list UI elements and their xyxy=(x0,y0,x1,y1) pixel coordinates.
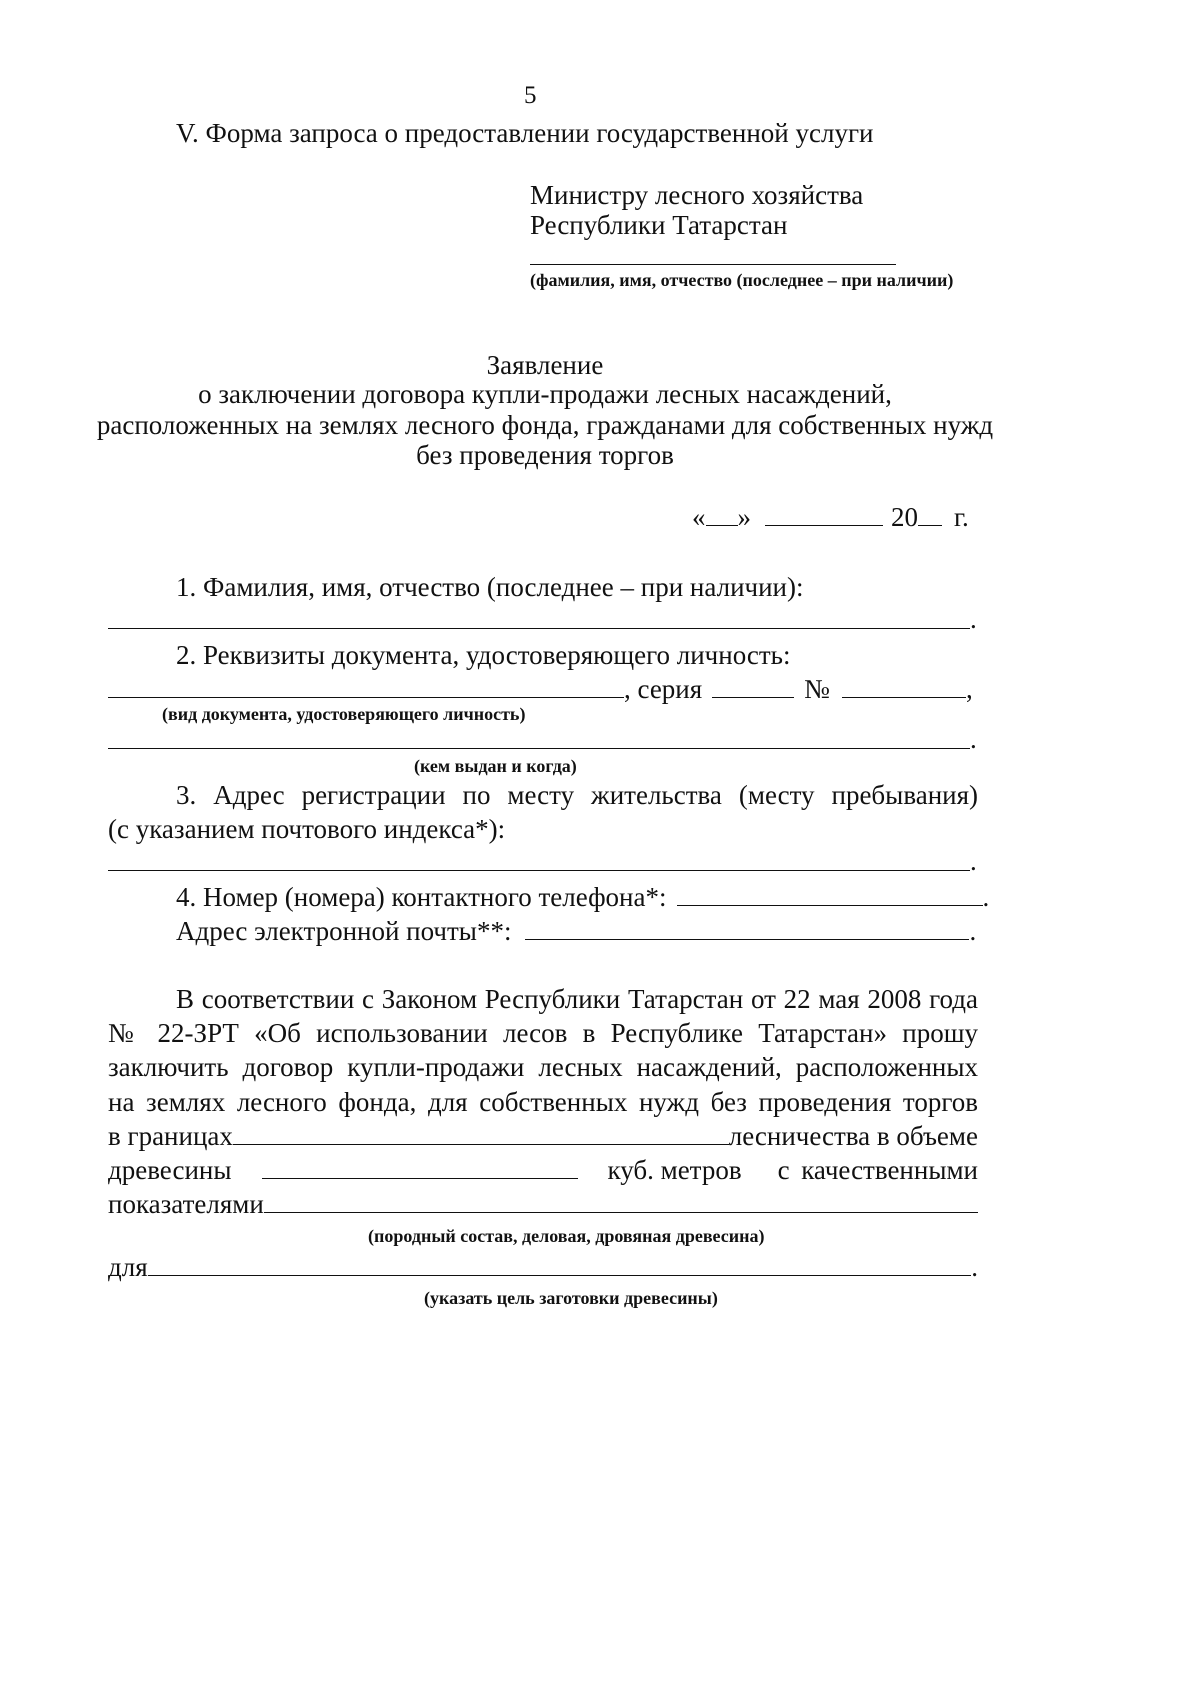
series-label: , серия xyxy=(624,674,703,704)
indicators-field[interactable] xyxy=(264,1211,978,1213)
species-caption: (породный состав, деловая, дровяная древесина) xyxy=(368,1226,765,1246)
item2-end: . xyxy=(970,724,977,754)
forestry-label: лесничества в объеме xyxy=(728,1121,978,1151)
for-label: для xyxy=(108,1252,148,1282)
phone-field[interactable] xyxy=(677,904,983,906)
volume-row xyxy=(108,1155,978,1186)
phone-row xyxy=(176,882,989,913)
section-title: V. Форма запроса о предоставлении государственной услуги xyxy=(176,118,874,148)
issued-by-caption: (кем выдан и когда) xyxy=(414,756,577,776)
item2-label: 2. Реквизиты документа, удостоверяющего личность: xyxy=(176,640,791,670)
purpose-field[interactable] xyxy=(148,1274,972,1276)
document-type-caption: (вид документа, удостоверяющего личность) xyxy=(162,704,526,724)
date-year-prefix: 20 xyxy=(891,502,918,532)
date-year-suffix: г. xyxy=(954,502,969,532)
volume-field[interactable] xyxy=(262,1177,578,1179)
addressee-name-field[interactable] xyxy=(530,264,896,265)
cubic-label: куб. метров xyxy=(607,1155,742,1185)
body-line4: на землях лесного фонда, для собственных нужд без проведения торгов xyxy=(108,1087,978,1117)
item3-label-line2: (с указанием почтового индекса*): xyxy=(108,814,506,844)
addressee-line1: Министру лесного хозяйства xyxy=(530,180,864,210)
statement-subtitle-line1: о заключении договора купли-продажи лесных насаждений, xyxy=(198,379,892,409)
issued-by-field[interactable] xyxy=(108,748,970,749)
with-label: с xyxy=(777,1155,790,1185)
email-end: . xyxy=(969,916,977,946)
full-name-field[interactable] xyxy=(108,628,970,629)
address-field[interactable] xyxy=(108,870,970,871)
statement-title: Заявление xyxy=(486,350,604,380)
wood-label: древесины xyxy=(108,1155,232,1185)
indicators-label: показателями xyxy=(108,1189,264,1219)
email-field[interactable] xyxy=(525,938,969,940)
number-label: № xyxy=(804,674,830,704)
indicators-row xyxy=(108,1189,978,1220)
date-open-quote: « xyxy=(692,502,706,532)
date-month-field[interactable] xyxy=(765,524,883,526)
item2-comma: , xyxy=(965,674,973,704)
date-close-quote: » xyxy=(737,502,751,532)
number-field[interactable] xyxy=(842,696,966,698)
within-label: в границах xyxy=(108,1121,233,1151)
purpose-end: . xyxy=(971,1252,978,1282)
forestry-row xyxy=(108,1121,978,1152)
phone-label: 4. Номер (номера) контактного телефона*: xyxy=(176,882,667,912)
forestry-field[interactable] xyxy=(233,1143,729,1145)
email-label: Адрес электронной почты**: xyxy=(176,916,512,946)
quality-label: качественными xyxy=(801,1155,978,1185)
body-line1: В соответствии с Законом Республики Татарстан от 22 мая 2008 года xyxy=(176,984,978,1014)
date-day-field[interactable] xyxy=(706,524,738,526)
document-type-field[interactable] xyxy=(108,696,624,698)
item3-label-line1: 3. Адрес регистрации по месту жительства (месту пребывания) xyxy=(176,780,978,810)
statement-subtitle-line3: без проведения торгов xyxy=(416,440,674,470)
item3-end: . xyxy=(970,846,977,876)
item1-end: . xyxy=(970,604,977,634)
purpose-caption: (указать цель заготовки древесины) xyxy=(424,1288,718,1308)
document-details-row xyxy=(108,674,973,705)
body-line3: заключить договор купли-продажи лесных насаждений, расположенных xyxy=(108,1052,978,1082)
page-number: 5 xyxy=(524,82,537,109)
date-line xyxy=(692,502,969,533)
phone-end: . xyxy=(982,882,990,912)
date-year-field[interactable] xyxy=(918,524,942,526)
body-line2: № 22-ЗРТ «Об использовании лесов в Республике Татарстан» прошу xyxy=(108,1018,978,1048)
email-row xyxy=(176,916,976,947)
series-field[interactable] xyxy=(712,696,794,698)
statement-subtitle-line2: расположенных на землях лесного фонда, гражданами для собственных нужд xyxy=(96,410,994,440)
purpose-row xyxy=(108,1252,978,1283)
addressee-name-caption: (фамилия, имя, отчество (последнее – при наличии) xyxy=(530,270,954,290)
addressee-line2: Республики Татарстан xyxy=(530,210,788,240)
item1-label: 1. Фамилия, имя, отчество (последнее – при наличии): xyxy=(176,572,804,602)
